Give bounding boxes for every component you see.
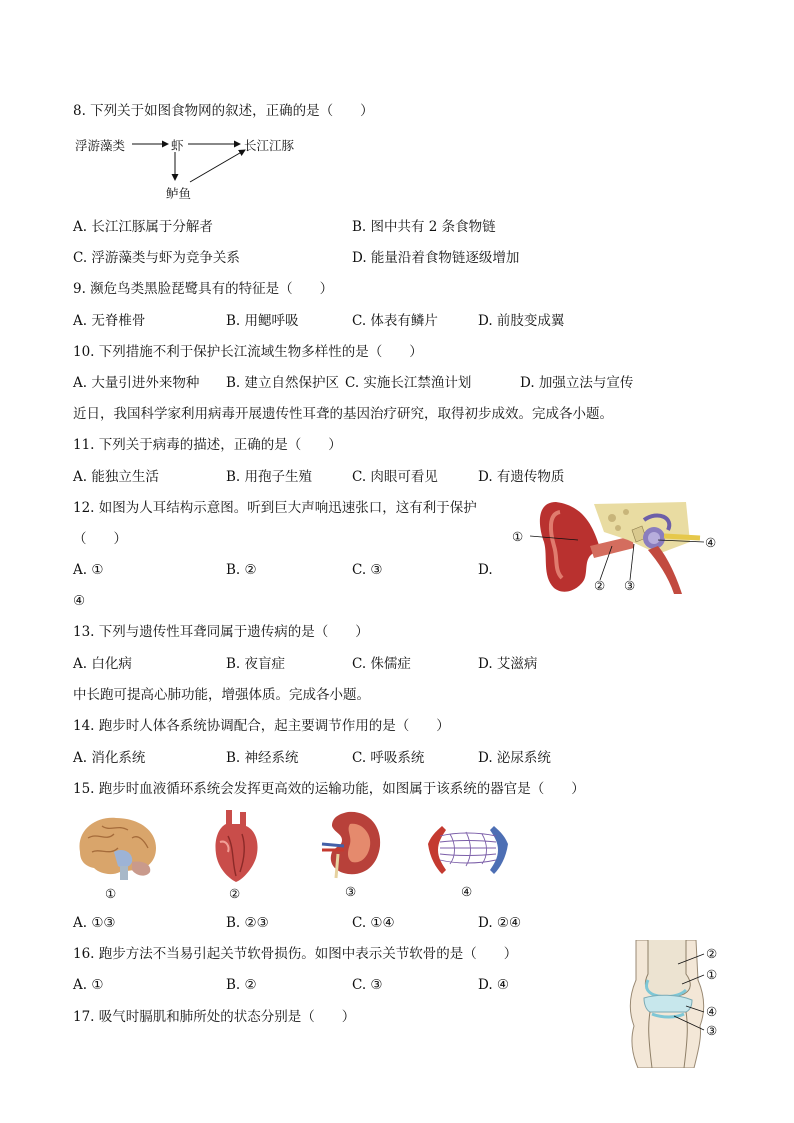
capillary-illustration: [426, 822, 510, 876]
q14-option-b[interactable]: B. 神经系统: [226, 750, 299, 766]
q12-option-d[interactable]: D.: [478, 562, 493, 578]
q15-option-a[interactable]: A. ①③: [73, 915, 116, 931]
q13-stem: 13. 下列与遗传性耳聋同属于遗传病的是（ ）: [73, 624, 369, 640]
organ-label-3: ③: [345, 884, 357, 899]
q12-option-d-wrap: ④: [73, 593, 86, 609]
q8-stem: 8. 下列关于如图食物网的叙述，正确的是（ ）: [73, 103, 374, 119]
ear-label-1: ①: [512, 529, 524, 544]
knee-joint-diagram: [622, 940, 726, 1068]
q11-option-c[interactable]: C. 肉眼可看见: [352, 469, 438, 485]
q12-option-c[interactable]: C. ③: [352, 562, 383, 578]
q15-stem: 15. 跑步时血液循环系统会发挥更高效的运输功能，如图属于该系统的器官是（ ）: [73, 781, 585, 797]
ear-diagram: [508, 496, 723, 598]
q9-option-d[interactable]: D. 前肢变成翼: [478, 313, 565, 329]
q11-option-d[interactable]: D. 有遗传物质: [478, 469, 565, 485]
ear-leader-lines: [508, 496, 723, 598]
q8-option-b[interactable]: B. 图中共有 2 条食物链: [352, 219, 496, 235]
foodweb-diagram: [70, 130, 330, 205]
passage-1: 近日，我国科学家利用病毒开展遗传性耳聋的基因治疗研究，取得初步成效。完成各小题。: [73, 406, 613, 422]
q13-option-c[interactable]: C. 侏儒症: [352, 656, 411, 672]
q15-option-c[interactable]: C. ①④: [352, 915, 395, 931]
passage-2: 中长跑可提高心肺功能，增强体质。完成各小题。: [73, 687, 370, 703]
q15-option-b[interactable]: B. ②③: [226, 915, 269, 931]
q13-option-b[interactable]: B. 夜盲症: [226, 656, 286, 672]
organ-figure-brain: [72, 812, 162, 906]
q9-option-c[interactable]: C. 体表有鳞片: [352, 313, 438, 329]
q13-option-a[interactable]: A. 白化病: [73, 656, 132, 672]
knee-label-4: ④: [706, 1004, 718, 1019]
organ-label-4: ④: [461, 884, 473, 899]
q8-option-a[interactable]: A. 长江江豚属于分解者: [73, 219, 213, 235]
q8-option-c[interactable]: C. 浮游藻类与虾为竞争关系: [73, 250, 240, 266]
organ-figure-kidney: [318, 808, 388, 906]
foodweb-plankton: 浮游藻类: [75, 138, 126, 153]
q14-option-c[interactable]: C. 呼吸系统: [352, 750, 425, 766]
q12-paren: （ ）: [73, 531, 127, 547]
q14-option-a[interactable]: A. 消化系统: [73, 750, 146, 766]
q10-option-d[interactable]: D. 加强立法与宣传: [520, 375, 634, 391]
organ-label-1: ①: [105, 886, 117, 901]
q9-option-a[interactable]: A. 无脊椎骨: [73, 313, 146, 329]
kidney-illustration: [318, 808, 388, 880]
knee-label-1: ①: [706, 967, 718, 982]
q16-option-d[interactable]: D. ④: [478, 977, 510, 993]
q16-stem: 16. 跑步方法不当易引起关节软骨损伤。如图中表示关节软骨的是（ ）: [73, 946, 518, 962]
organ-figure-heart: [210, 806, 266, 906]
foodweb-shrimp: 虾: [171, 138, 184, 153]
q11-option-a[interactable]: A. 能独立生活: [73, 469, 159, 485]
q8-option-d[interactable]: D. 能量沿着食物链逐级增加: [352, 250, 520, 266]
q13-option-d[interactable]: D. 艾滋病: [478, 656, 538, 672]
q16-option-a[interactable]: A. ①: [73, 977, 104, 993]
q16-option-c[interactable]: C. ③: [352, 977, 383, 993]
knee-label-2: ②: [706, 946, 718, 961]
q11-option-b[interactable]: B. 用孢子生殖: [226, 469, 313, 485]
q10-option-b[interactable]: B. 建立自然保护区: [226, 375, 340, 391]
knee-label-3: ③: [706, 1023, 718, 1038]
q11-stem: 11. 下列关于病毒的描述，正确的是（ ）: [73, 437, 342, 453]
q12-option-a[interactable]: A. ①: [73, 562, 104, 578]
organ-label-2: ②: [229, 886, 241, 901]
q10-stem: 10. 下列措施不利于保护长江流域生物多样性的是（ ）: [73, 344, 423, 360]
q9-stem: 9. 濒危鸟类黑脸琵鹭具有的特征是（ ）: [73, 281, 334, 297]
q12-option-b[interactable]: B. ②: [226, 562, 257, 578]
q15-option-d[interactable]: D. ②④: [478, 915, 522, 931]
q12-stem: 12. 如图为人耳结构示意图。听到巨大声响迅速张口，这有利于保护: [73, 500, 477, 516]
ear-label-4: ④: [705, 535, 717, 550]
q10-option-c[interactable]: C. 实施长江禁渔计划: [345, 375, 472, 391]
q10-option-a[interactable]: A. 大量引进外来物种: [73, 375, 200, 391]
q16-option-b[interactable]: B. ②: [226, 977, 257, 993]
foodweb-perch: 鲈鱼: [166, 186, 192, 201]
q14-option-d[interactable]: D. 泌尿系统: [478, 750, 551, 766]
ear-label-2: ②: [594, 578, 606, 593]
ear-label-3: ③: [624, 578, 636, 593]
organ-figure-capillary: [426, 822, 510, 906]
heart-illustration: [210, 806, 266, 884]
q17-stem: 17. 吸气时膈肌和肺所处的状态分别是（ ）: [73, 1009, 356, 1025]
brain-illustration: [72, 812, 162, 884]
foodweb-dolphin: 长江江豚: [244, 138, 295, 153]
q9-option-b[interactable]: B. 用鳃呼吸: [226, 313, 299, 329]
q14-stem: 14. 跑步时人体各系统协调配合，起主要调节作用的是（ ）: [73, 718, 450, 734]
